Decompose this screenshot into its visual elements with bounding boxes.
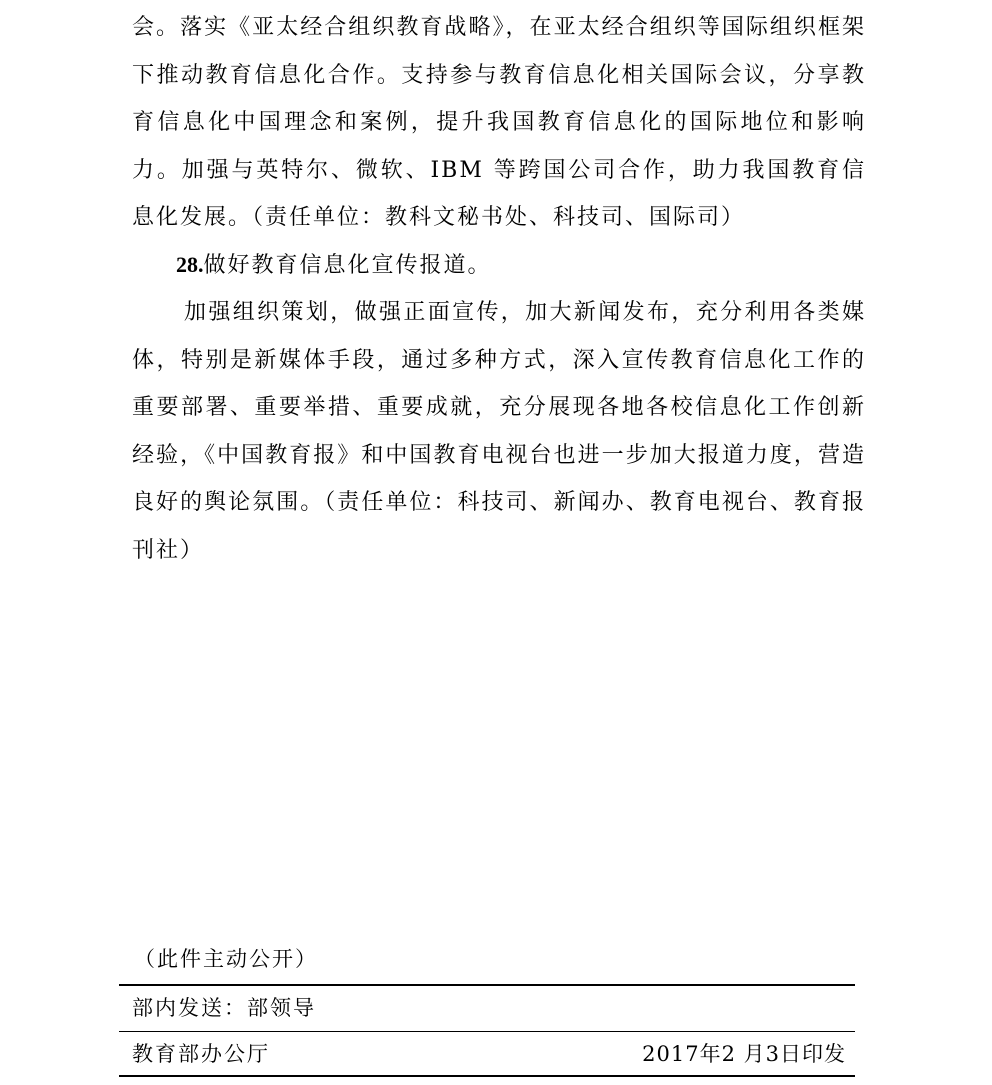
body-paragraph: 会。落实《亚太经合组织教育战略》，在亚太经合组织等国际组织框架下推动教育信息化合作。支持参与教育信息化相关国际会议，分享教育信息化中国理念和案例，提升我国教育信息化的国际地位和影响力。加强与英特尔、微软、IBM 等跨国公司合作，助力我国教育信息化发展。（责任单位：教科文秘书处、科技司、国际司） (132, 15, 866, 230)
footer-divider (119, 1075, 855, 1077)
issuing-office: 教育部办公厅 (132, 1042, 270, 1066)
footer-divider (119, 1031, 855, 1032)
body-paragraph: 加强组织策划，做强正面宣传，加大新闻发布，充分利用各类媒体，特别是新媒体手段，通过多种方式，深入宣传教育信息化工作的重要部署、重要举措、重要成就，充分展现各地各校信息化工作创新经验，《中国教育报》和中国教育电视台也进一步加大报道力度，营造良好的舆论氛围。（责任单位：科技司、新闻办、教育电视台、教育报刊社） (132, 300, 866, 563)
issue-date: 2017年2 月3日印发 (642, 1042, 846, 1066)
section-heading-28 (176, 241, 492, 290)
footer-divider (119, 984, 855, 986)
internal-distribution: 部内发送：部领导 (132, 996, 316, 1020)
section-number: 28. (176, 252, 204, 277)
section-title: 做好教育信息化宣传报道。 (203, 253, 492, 278)
public-release-note: （此件主动公开） (134, 947, 318, 971)
